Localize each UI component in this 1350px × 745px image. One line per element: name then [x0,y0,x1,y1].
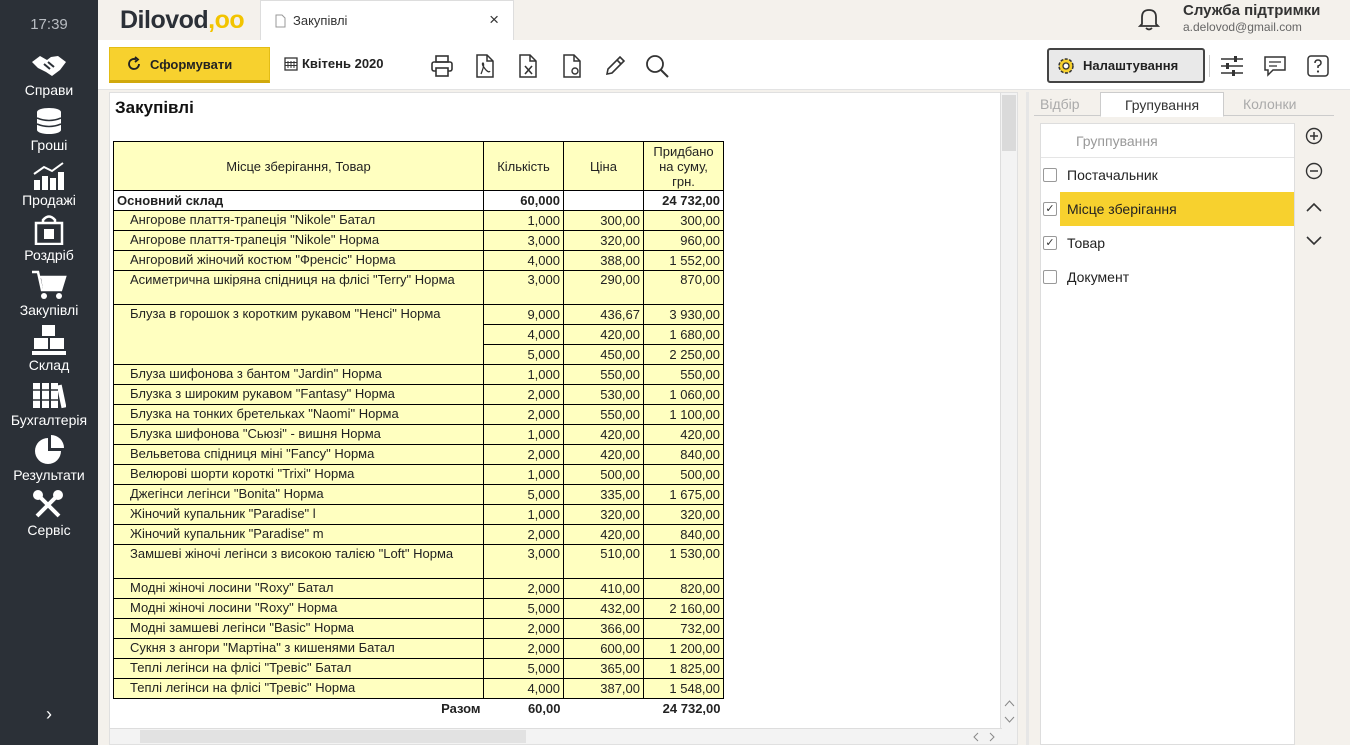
table-row[interactable] [114,251,724,271]
grouping-item[interactable] [1041,226,1294,260]
coins-icon [33,107,65,135]
scroll-right-icon[interactable] [988,732,996,742]
sidebar-item-zakupivli[interactable] [0,270,98,325]
table-row[interactable] [114,659,724,679]
sidebar-item-prodazhi[interactable] [0,162,98,217]
product-price: 320,00 [564,231,644,251]
product-qty: 3,000 [484,545,564,579]
product-price: 387,00 [564,679,644,699]
product-price: 290,00 [564,271,644,305]
sidebar-item-label: Сервіс [27,522,71,538]
product-qty: 2,000 [484,385,564,405]
search-icon [644,53,670,79]
product-sum: 732,00 [644,619,724,639]
product-price: 320,00 [564,505,644,525]
period-label: Квітень 2020 [302,56,384,71]
pdf-file-icon [474,54,496,78]
product-sum: 1 200,00 [644,639,724,659]
comment-icon [1264,55,1286,77]
sidebar-item-rozdrib[interactable] [0,215,98,270]
column-header: Придбано на суму, грн. [644,142,724,191]
product-qty: 9,000 [484,305,564,325]
table-row[interactable] [114,679,724,699]
sidebar-item-label: Продажі [22,192,76,208]
checkbox[interactable]: ✓ [1043,202,1057,216]
product-name: Блузка на тонких бретельках "Naomi" Норма [114,405,484,425]
table-row[interactable] [114,619,724,639]
product-qty: 1,000 [484,465,564,485]
tools-icon [33,490,65,520]
settings-button[interactable] [1047,48,1205,83]
product-qty: 5,000 [484,599,564,619]
move-down-button[interactable] [1302,229,1326,253]
product-price: 420,00 [564,325,644,345]
product-sum: 550,00 [644,365,724,385]
table-row[interactable] [114,305,724,325]
table-row[interactable] [114,365,724,385]
tab-kolonky[interactable]: Колонки [1243,96,1297,112]
user-email: a.delovod@gmail.com [1183,20,1302,34]
group-qty: 60,000 [484,191,564,211]
print-button[interactable] [428,52,456,80]
sidebar [0,0,98,745]
product-price: 530,00 [564,385,644,405]
table-row[interactable] [114,385,724,405]
pie-chart-icon [33,435,65,465]
toolbar-divider [1209,55,1210,77]
product-sum: 840,00 [644,525,724,545]
checkbox[interactable] [1043,270,1057,284]
product-qty: 2,000 [484,405,564,425]
printer-icon [430,55,454,77]
sidebar-item-label: Роздріб [24,247,74,263]
move-up-button[interactable] [1302,195,1326,219]
product-price: 365,00 [564,659,644,679]
product-qty: 1,000 [484,211,564,231]
report-table [113,141,724,719]
tab-hrupuvannia[interactable]: Групування [1100,92,1224,117]
horizontal-scrollbar[interactable] [110,728,1002,744]
product-sum: 300,00 [644,211,724,231]
horizontal-scroll-thumb[interactable] [140,730,526,743]
sidebar-item-label: Результати [13,467,85,483]
table-row[interactable] [114,465,724,485]
sidebar-item-bukhhalteriia[interactable] [0,380,98,435]
group-sum: 24 732,00 [644,191,724,211]
sidebar-item-label: Гроші [30,137,68,153]
product-price: 550,00 [564,405,644,425]
group-price [564,191,644,211]
product-name: Вельветова спідниця міні "Fancy" Норма [114,445,484,465]
close-icon[interactable]: × [489,10,499,29]
vertical-scroll-thumb[interactable] [1002,95,1016,151]
product-name: Сукня з ангори "Мартіна" з кишенями Батал [114,639,484,659]
product-sum: 1 825,00 [644,659,724,679]
help-button[interactable] [1304,52,1332,80]
vertical-scrollbar[interactable] [1000,93,1017,745]
table-row[interactable] [114,485,724,505]
table-row[interactable] [114,445,724,465]
product-sum: 1 675,00 [644,485,724,505]
table-row[interactable] [114,545,724,579]
product-sum: 870,00 [644,271,724,305]
product-price: 300,00 [564,211,644,231]
product-sum: 1 552,00 [644,251,724,271]
sidebar-item-servis[interactable] [0,490,98,545]
form-report-label: Сформувати [150,56,233,72]
scroll-up-icon[interactable] [1004,699,1015,707]
comment-button[interactable] [1261,52,1289,80]
grouping-item-label: Місце зберігання [1060,192,1294,226]
settings-panel [1034,92,1350,745]
product-qty: 5,000 [484,659,564,679]
product-name: Ангорове плаття-трапеція "Nikole" Норма [114,231,484,251]
table-row[interactable] [114,231,724,251]
table-row[interactable] [114,211,724,231]
product-qty: 4,000 [484,251,564,271]
product-price: 335,00 [564,485,644,505]
search-button[interactable] [643,52,671,80]
product-price: 510,00 [564,545,644,579]
tab-vidbir[interactable]: Відбір [1040,96,1080,112]
table-row[interactable] [114,505,724,525]
product-price: 500,00 [564,465,644,485]
product-sum: 960,00 [644,231,724,251]
product-sum: 320,00 [644,505,724,525]
panel-tabs [1034,92,1334,116]
sidebar-item-label: Закупівлі [19,302,79,318]
product-name: Модні жіночі лосини "Roxy" Батал [114,579,484,599]
product-price: 600,00 [564,639,644,659]
books-icon [32,380,66,410]
period-selector[interactable] [284,56,384,71]
table-row[interactable] [114,639,724,659]
clock: 17:39 [30,16,68,33]
product-sum: 1 100,00 [644,405,724,425]
report-area [109,92,1018,745]
edit-button[interactable] [601,52,629,80]
product-sum: 1 530,00 [644,545,724,579]
report-title: Закупівлі [115,98,194,117]
table-row[interactable] [114,271,724,305]
column-header: Місце зберігання, Товар [114,142,484,191]
chart-growth-icon [32,162,66,190]
product-name: Блуза шифонова з бантом "Jardin" Норма [114,365,484,385]
product-name: Теплі легінси на флісі "Тревіс" Батал [114,659,484,679]
product-price: 420,00 [564,425,644,445]
product-qty: 2,000 [484,619,564,639]
report-settings-button[interactable] [558,52,586,80]
product-name: Ангоровий жіночий костюм "Френсіс" Норма [114,251,484,271]
export-pdf-button[interactable] [471,52,499,80]
panel-splitter[interactable] [1026,92,1029,745]
product-name: Асиметрична шкіряна спідниця на флісі "Terry" Норма [114,271,484,305]
export-excel-button[interactable] [514,52,542,80]
scroll-down-icon[interactable] [1004,716,1015,724]
product-name: Блузка з широким рукавом "Fantasy" Норма [114,385,484,405]
help-icon [1307,55,1329,77]
minus-circle-icon [1305,162,1323,180]
plus-circle-icon [1305,127,1323,145]
sidebar-item-label: Справи [24,82,74,98]
sidebar-item-label: Бухгалтерія [10,412,88,428]
filter-sliders-button[interactable] [1218,52,1246,80]
sidebar-item-groshi[interactable] [0,107,98,162]
product-sum: 2 250,00 [644,345,724,365]
cart-icon [31,270,67,300]
product-qty: 2,000 [484,445,564,465]
product-name: Блузка шифонова "Сьюзі" - вишня Норма [114,425,484,445]
product-qty: 1,000 [484,365,564,385]
product-sum: 3 930,00 [644,305,724,325]
grouping-item-label: Документ [1067,269,1130,285]
grouping-item[interactable] [1041,158,1294,192]
excel-file-icon [517,54,539,78]
product-price: 450,00 [564,345,644,365]
logo[interactable]: Dilovod,oo [120,6,245,34]
grouping-item-label: Постачальник [1067,167,1158,183]
calendar-icon [284,57,298,71]
product-name: Джегінси легінси "Bonita" Норма [114,485,484,505]
product-qty: 4,000 [484,325,564,345]
file-gear-icon [561,54,583,78]
table-row[interactable] [114,599,724,619]
sidebar-item-label: Склад [28,357,70,373]
refresh-icon [126,56,142,72]
product-price: 550,00 [564,365,644,385]
remove-grouping-button[interactable] [1302,159,1326,183]
product-price: 388,00 [564,251,644,271]
grouping-item-label: Товар [1067,235,1106,251]
support-title[interactable]: Служба підтримки [1183,2,1321,19]
column-header: Ціна [564,142,644,191]
product-price: 432,00 [564,599,644,619]
product-qty: 1,000 [484,425,564,445]
product-name: Модні замшеві легінси "Basic" Норма [114,619,484,639]
total-sum: 24 732,00 [644,699,724,719]
form-report-button[interactable] [109,47,270,83]
document-icon [275,14,286,28]
tab-title: Закупівлі [293,13,348,28]
sidebar-item-rezultaty[interactable] [0,435,98,490]
checkbox[interactable] [1043,168,1057,182]
product-sum: 1 060,00 [644,385,724,405]
product-sum: 1 680,00 [644,325,724,345]
product-price: 420,00 [564,445,644,465]
product-sum: 420,00 [644,425,724,445]
table-group-row[interactable] [114,191,724,211]
grouping-item[interactable] [1041,192,1294,226]
product-price: 410,00 [564,579,644,599]
product-qty: 1,000 [484,505,564,525]
product-qty: 2,000 [484,525,564,545]
column-header: Кількість [484,142,564,191]
shopping-bag-icon [33,215,65,245]
grouping-list-header: Группування [1041,124,1294,158]
product-sum: 820,00 [644,579,724,599]
product-name: Жіночий купальник "Paradise" m [114,525,484,545]
total-qty: 60,00 [484,699,564,719]
table-row[interactable] [114,525,724,545]
chevron-up-icon [1306,202,1322,212]
product-price: 366,00 [564,619,644,639]
product-name: Замшеві жіночі легінси з високою талією "Loft" Норма [114,545,484,579]
product-name: Теплі легінси на флісі "Тревіс" Норма [114,679,484,699]
pencil-icon [604,55,626,77]
product-qty: 5,000 [484,345,564,365]
checkbox[interactable]: ✓ [1043,236,1057,250]
table-row[interactable] [114,405,724,425]
product-qty: 4,000 [484,679,564,699]
total-label: Разом [114,699,484,719]
sliders-icon [1220,55,1244,77]
sidebar-expand-button[interactable]: › [46,704,52,724]
product-name: Модні жіночі лосини "Roxy" Норма [114,599,484,619]
table-row[interactable] [114,579,724,599]
product-sum: 500,00 [644,465,724,485]
handshake-icon [30,52,68,80]
product-qty: 3,000 [484,271,564,305]
settings-label: Налаштування [1083,58,1179,73]
sidebar-item-sklad[interactable] [0,325,98,380]
bell-icon[interactable] [1138,7,1160,31]
product-qty: 3,000 [484,231,564,251]
top-bar [98,0,1350,40]
product-name: Блуза в горошок з коротким рукавом "Ненсі" Норма [114,305,484,365]
product-qty: 5,000 [484,485,564,505]
boxes-icon [32,325,66,355]
grouping-list [1040,123,1295,745]
product-sum: 840,00 [644,445,724,465]
product-qty: 2,000 [484,579,564,599]
product-qty: 2,000 [484,639,564,659]
table-total-row [114,699,724,719]
gear-icon [1055,55,1077,77]
product-name: Велюрові шорти короткі "Trixi" Норма [114,465,484,485]
sidebar-item-spravy[interactable] [0,52,98,107]
product-price: 436,67 [564,305,644,325]
chevron-down-icon [1306,236,1322,246]
table-row[interactable] [114,425,724,445]
product-name: Жіночий купальник "Paradise" l [114,505,484,525]
scroll-left-icon[interactable] [972,732,980,742]
grouping-item[interactable] [1041,260,1294,294]
tab-zakupivli[interactable] [260,0,514,40]
product-sum: 1 548,00 [644,679,724,699]
product-sum: 2 160,00 [644,599,724,619]
group-name: Основний склад [114,191,484,211]
total-price [564,699,644,719]
add-grouping-button[interactable] [1302,124,1326,148]
toolbar [98,40,1350,90]
product-name: Ангорове плаття-трапеція "Nikole" Батал [114,211,484,231]
product-price: 420,00 [564,525,644,545]
